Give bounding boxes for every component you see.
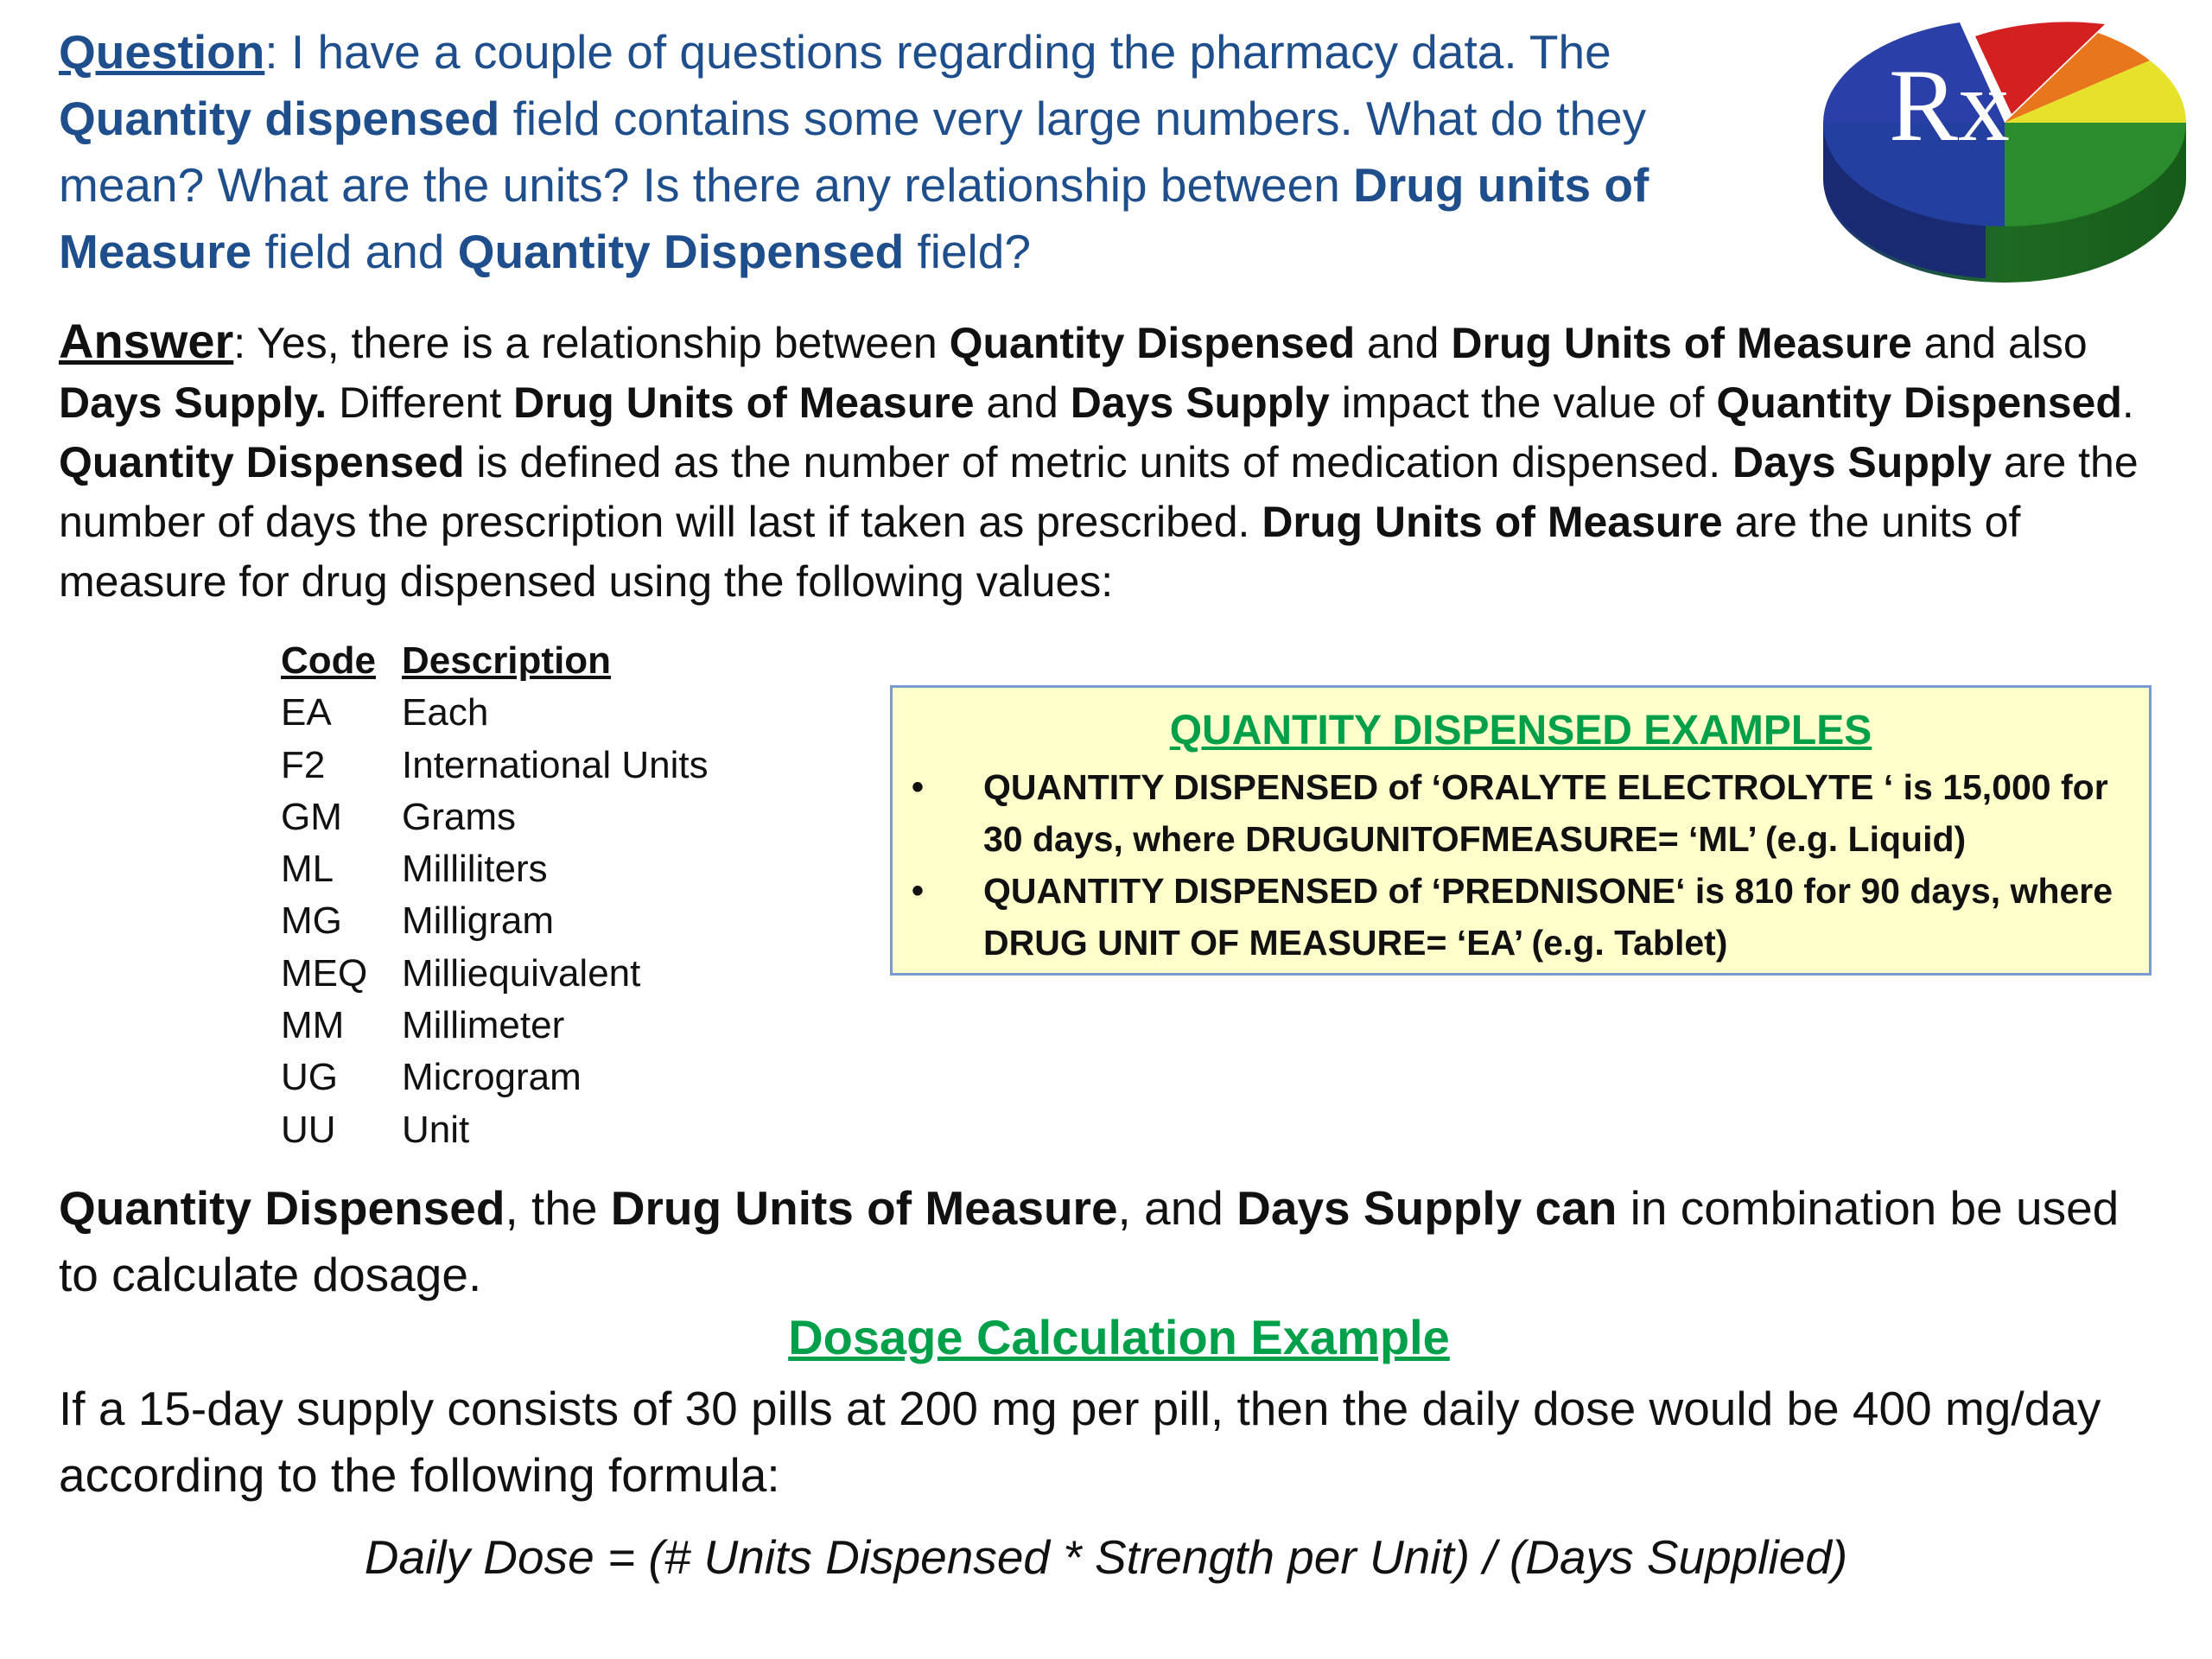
unit-code: MEQ (281, 951, 368, 995)
unit-description: Milliliters (402, 848, 548, 891)
unit-code: GM (281, 795, 342, 838)
table-row (281, 843, 709, 895)
table-row (281, 740, 709, 791)
unit-code: EA (281, 691, 332, 734)
examples-list (893, 761, 2149, 969)
unit-description: Grams (402, 795, 516, 838)
unit-code: ML (281, 848, 334, 891)
table-row (281, 1000, 709, 1052)
unit-code-table (281, 635, 709, 1156)
table-row (281, 895, 709, 947)
list-item (893, 761, 2149, 865)
table-row (281, 948, 709, 1000)
unit-code: UG (281, 1056, 338, 1099)
unit-description: International Units (402, 743, 709, 786)
example-text: QUANTITY DISPENSED of ‘PREDNISONE‘ is 810 for 90 days, where DRUG UNIT OF MEASURE= ‘EA’ (e.g. Tablet) (983, 871, 2113, 963)
unit-description: Unit (402, 1108, 470, 1151)
example-text: QUANTITY DISPENSED of ‘ORALYTE ELECTROLYTE ‘ is 15,000 for 30 days, where DRUGUNITOFMEASURE= ‘ML’ (e.g. Liquid) (983, 767, 2108, 859)
table-row (281, 1104, 709, 1156)
bullet-icon: • (912, 768, 925, 806)
dosage-example-text: If a 15-day supply consists of 30 pills at 200 mg per pill, then the daily dose would be 400 mg/day according to the following formula: (59, 1382, 2101, 1502)
quantity-examples-box (890, 685, 2152, 976)
combination-paragraph: Quantity Dispensed, the Drug Units of Measure, and Days Supply can in combination be used to calculate dosage. (59, 1181, 2120, 1301)
unit-code: UU (281, 1108, 336, 1151)
daily-dose-formula: Daily Dose = (# Units Dispensed * Strength per Unit) / (Days Supplied) (364, 1530, 1848, 1584)
question-paragraph: Question: I have a couple of questions regarding the pharmacy data. The Quantity dispensed field contains some very large numbers. What do they mean? What are the units? Is there any relationship between Drug units of Measure field and Quantity Dispensed field? (59, 25, 1649, 278)
answer-paragraph: Answer: Yes, there is a relationship between Quantity Dispensed and Drug Units of Measure and also Days Supply. Different Drug Units of Measure and Days Supply impact the value of Quantity Dispensed. Quantity Dispensed is defined as the number of metric units of medication dispensed. Days Supply are the number of days the prescription will last if taken as prescribed. Drug Units of Measure are the units of measure for drug dispensed using the following values: (59, 314, 2139, 606)
unit-code: MG (281, 899, 342, 943)
table-header (281, 635, 709, 687)
table-row (281, 1052, 709, 1103)
code-column-header: Code (281, 639, 376, 682)
unit-description: Milliequivalent (402, 951, 641, 995)
unit-description: Milligram (402, 899, 554, 943)
rx-symbol: Rx (1889, 48, 2011, 162)
unit-code: F2 (281, 743, 326, 786)
description-column-header: Description (402, 639, 612, 682)
dosage-example-heading: Dosage Calculation Example (788, 1310, 1450, 1364)
table-row (281, 687, 709, 739)
unit-code: MM (281, 1004, 345, 1047)
examples-title: QUANTITY DISPENSED EXAMPLES (1169, 708, 1872, 753)
unit-description: Each (402, 691, 489, 734)
rx-pie-chart-icon (1813, 19, 2193, 304)
question-label: Question (59, 25, 265, 79)
table-row (281, 791, 709, 843)
list-item (893, 865, 2149, 969)
unit-description: Millimeter (402, 1004, 565, 1047)
unit-description: Microgram (402, 1056, 582, 1099)
answer-label: Answer (59, 314, 234, 368)
bullet-icon: • (912, 872, 925, 910)
